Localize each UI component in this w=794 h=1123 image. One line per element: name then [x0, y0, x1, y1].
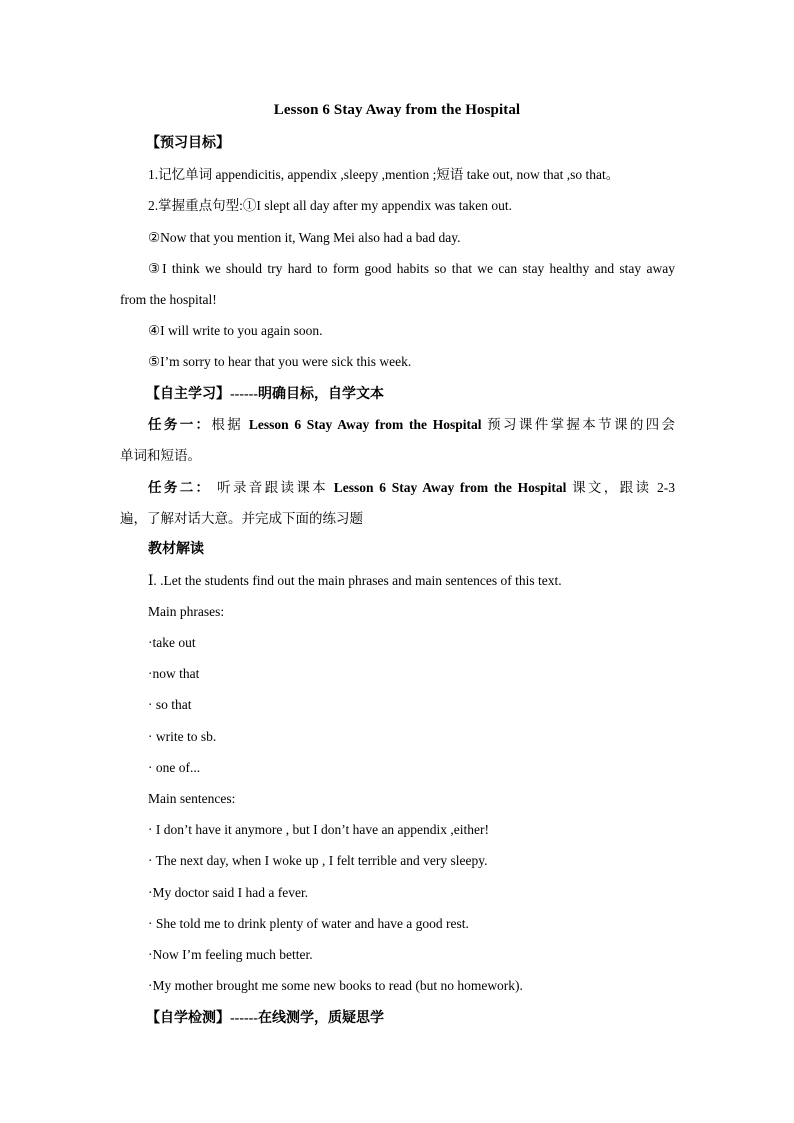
self-study-heading	[146, 385, 384, 404]
task-2-text-a: 听录音跟读课本	[211, 480, 334, 495]
task-2-text-b: 课文，跟读 2-3	[566, 480, 676, 495]
sentence-item: · I don’t have it anymore , but I don’t have an appendix ,either!	[148, 822, 490, 837]
textbook-heading: 教材解读	[148, 542, 204, 557]
preview-item-3: ②Now that you mention it, Wang Mei also had a bad day.	[148, 230, 461, 245]
phrase-item: ·now that	[148, 666, 200, 681]
self-check-heading-rest: ------在线测学，质疑思学	[230, 1011, 384, 1026]
preview-item-6: ⑤I’m sorry to hear that you were sick this week.	[148, 354, 412, 369]
self-study-heading-bracket: 【自主学习】	[146, 387, 230, 402]
lesson-title: Lesson 6 Stay Away from the Hospital	[273, 102, 521, 118]
task-1-text-b: 预习课件掌握本节课的四会	[481, 417, 676, 432]
task-1-line-2: 单词和短语。	[120, 448, 201, 463]
preview-item-2: 2.掌握重点句型:①I slept all day after my appendix was taken out.	[148, 198, 513, 213]
task-1-lesson-name: Lesson 6 Stay Away from the Hospital	[248, 417, 482, 432]
sentence-item: · She told me to drink plenty of water and have a good rest.	[148, 916, 469, 931]
preview-item-4-line-1: ③I think we should try hard to form good habits so that we can stay healthy and stay away	[148, 261, 675, 276]
task-2-line-1	[148, 479, 675, 497]
task-1-text-a: 根据	[211, 417, 249, 432]
self-check-heading-bracket: 【自学检测】	[146, 1011, 230, 1026]
task-2-lesson-name: Lesson 6 Stay Away from the Hospital	[333, 480, 567, 495]
main-sentences-label: Main sentences:	[148, 791, 236, 806]
sentence-item: ·My doctor said I had a fever.	[148, 885, 309, 900]
preview-item-4-line-2: from the hospital!	[120, 292, 217, 307]
task-1-line-1	[148, 416, 675, 434]
task-2-label: 任务二：	[148, 480, 212, 495]
preview-item-1: 1.记忆单词 appendicitis, appendix ,sleepy ,mention ;短语 take out, now that ,so that。	[148, 167, 620, 182]
textbook-intro: Ⅰ. .Let the students find out the main phrases and main sentences of this text.	[148, 573, 562, 588]
task-2-line-2: 遍，了解对话大意。并完成下面的练习题	[120, 511, 363, 526]
task-1-label: 任务一：	[148, 417, 212, 432]
phrase-item: · write to sb.	[148, 729, 217, 744]
phrase-item: · so that	[148, 697, 192, 712]
self-check-heading	[146, 1009, 384, 1028]
phrase-item: · one of...	[148, 760, 201, 775]
self-study-heading-rest: ------明确目标，自学文本	[230, 387, 384, 402]
preview-heading: 【预习目标】	[146, 136, 230, 151]
sentence-item: · The next day, when I woke up , I felt terrible and very sleepy.	[148, 853, 488, 868]
phrase-item: ·take out	[148, 635, 196, 650]
preview-item-5: ④I will write to you again soon.	[148, 323, 323, 338]
main-phrases-label: Main phrases:	[148, 604, 225, 619]
sentence-item: ·Now I’m feeling much better.	[148, 947, 313, 962]
sentence-item: ·My mother brought me some new books to read (but no homework).	[148, 978, 523, 993]
